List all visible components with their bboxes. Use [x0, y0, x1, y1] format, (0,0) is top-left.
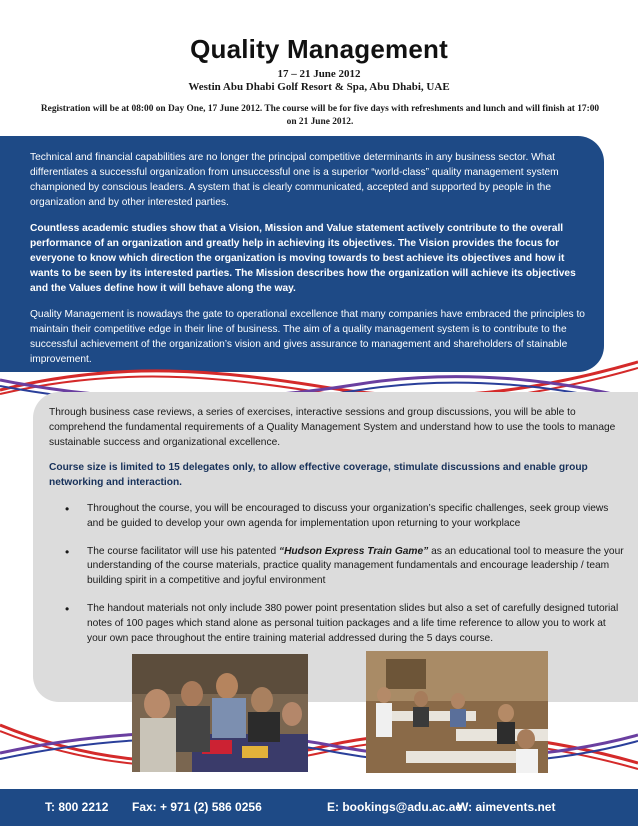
intro-paragraph-2: Countless academic studies show that a Vision, Mission and Value statement actively contribute to the overall performance of an organization and greatly help in achieving its objectives. The Vision provides the focus for everyone to know which direction the organization is moving towards to best achieve its objectives and how it wants to be seen by its interested parties. The Mission describes how the organization will achieve its objectives and the Values define how it will behave along the way. — [30, 223, 576, 294]
website-link[interactable]: W: aimevents.net — [457, 800, 556, 814]
contact-footer — [0, 789, 638, 826]
photo-classroom — [366, 651, 548, 773]
photo-game-session — [132, 654, 308, 772]
intro-paragraph-1: Technical and financial capabilities are no longer the principal competitive determinants in any business sector. What differentiates a successful organization from unsuccessful one is a superior “world-class” quality management system championed by conscious leaders. A system that is clearly communicated, accepted and supported by people in the organization and by other interested parties. — [30, 152, 559, 208]
header — [0, 0, 638, 93]
fax-number: Fax: + 971 (2) 586 0256 — [132, 800, 262, 814]
bullet-discussion: • Throughout the course, you will be encouraged to discuss your organization’s specific challenges, seek group views and be guided to develop your own agenda for implementation upon returning to your workplace — [87, 502, 624, 532]
game-name: “Hudson Express Train Game” — [278, 545, 429, 557]
event-dates: 17 – 21 June 2012 — [277, 68, 361, 80]
course-paragraph: Through business case reviews, a series of exercises, interactive sessions and group discussions, you will be able to comprehend the fundamental requirements of a Quality Management System and understand how to use the tools to manage sustainable success and organizational excellence. — [49, 407, 616, 448]
intro-paragraph-3: Quality Management is nowadays the gate to operational excellence that many companies have embraced the principles to maintain their competitive edge in their line of business. The aim of a quality management system is to contribute to the successful achievement of the organization’s vision and gives assurance to management and shareholders of stainable improvement. — [30, 309, 585, 365]
bullet-text: as an educational tool to measure the your understanding of the course materials, practice quality management fundamentals and encourage leadership / team building spirit in a competitive and joyful environment — [87, 545, 624, 587]
intro-panel — [0, 136, 604, 372]
event-venue: Westin Abu Dhabi Golf Resort & Spa, Abu Dhabi, UAE — [188, 81, 450, 93]
bullet-train-game — [87, 545, 624, 589]
course-size-note: Course size is limited to 15 delegates only, to allow effective coverage, stimulate discussions and enable group networking and interaction. — [49, 462, 588, 489]
page-title: Quality Management — [190, 34, 448, 64]
registration-note: Registration will be at 08:00 on Day One, 17 June 2012. The course will be for five days with refreshments and lunch and will finish at 17:00 on 21 June 2012. — [40, 104, 600, 127]
course-bullets — [49, 502, 624, 646]
email-address[interactable]: E: bookings@adu.ac.ae — [327, 800, 463, 814]
bullet-text: The course facilitator will use his patented — [87, 545, 279, 557]
phone-number: T: 800 2212 — [45, 800, 109, 814]
bullet-handouts: • The handout materials not only include 380 power point presentation slides but also a set of carefully designed tutorial notes of 100 pages which stand alone as personal tuition packages and a life time reference to allow you to work at your own pace throughout the entire training material addressed during the 5 days course. — [87, 602, 624, 646]
